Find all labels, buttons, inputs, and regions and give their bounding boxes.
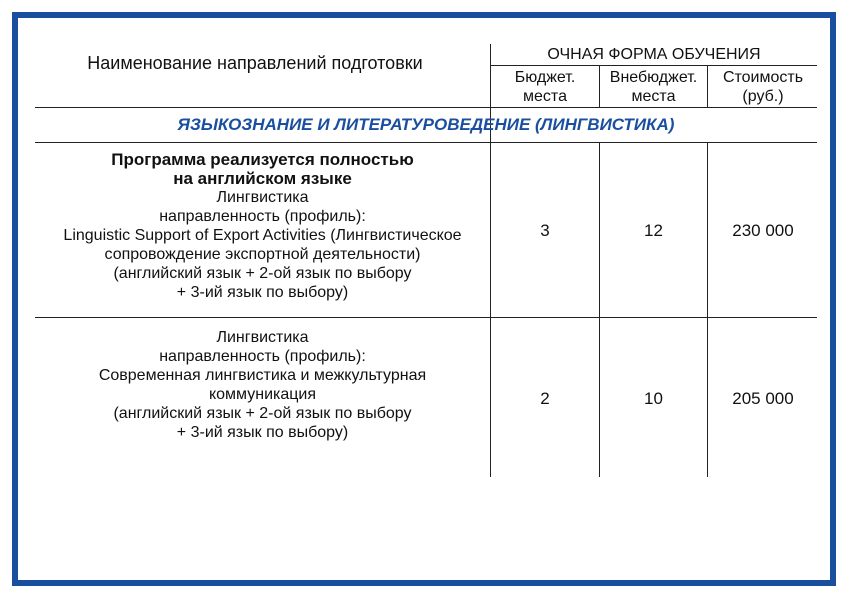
program-line: направленность (профиль): [159,208,366,225]
row-divider [35,317,817,318]
paid-header-line1: Внебюджет. [609,69,698,86]
paid-header-line2: места [631,88,676,105]
program-description [35,150,490,302]
program-line: + 3-ий язык по выбору) [176,424,349,441]
paid-places-value: 10 [644,389,663,408]
program-line: (английский язык + 2-ой язык по выбору [113,265,412,282]
program-line: (английский язык + 2-ой язык по выбору [113,405,412,422]
header-bottom-rule [35,107,817,108]
program-description [35,328,490,442]
column-divider [490,44,491,477]
program-line: Лингвистика [216,189,309,206]
program-line: Linguistic Support of Export Activities (Лингвистическое [63,227,462,244]
paid-places-value: 12 [644,221,663,240]
budget-places-value: 3 [540,221,550,240]
budget-column-header [492,68,598,106]
program-line: направленность (профиль): [159,348,366,365]
cost-header-line1: Стоимость [722,69,804,86]
column-divider [707,142,708,477]
cost-value: 230 000 [732,221,794,240]
header-divider [490,65,817,66]
program-line: коммуникация [208,386,317,403]
cost-value: 205 000 [732,389,794,408]
paid-column-header [600,68,707,106]
section-title: ЯЗЫКОЗНАНИЕ И ЛИТЕРАТУРОВЕДЕНИЕ (ЛИНГВИСТИКА) [177,115,675,134]
study-form-header: ОЧНАЯ ФОРМА ОБУЧЕНИЯ [547,46,761,63]
program-line: сопровождение экспортной деятельности) [104,246,421,263]
budget-header-line1: Бюджет. [514,69,576,86]
direction-column-header: Наименование направлений подготовки [87,53,423,73]
column-divider [599,142,600,477]
program-note: Программа реализуется полностью [111,150,414,169]
section-bottom-rule [35,142,817,143]
program-line: + 3-ий язык по выбору) [176,284,349,301]
column-divider [707,65,708,107]
program-line: Современная лингвистика и межкультурная [98,367,427,384]
cost-header-line2: (руб.) [742,88,784,105]
column-divider [599,65,600,107]
program-line: Лингвистика [216,329,309,346]
budget-header-line2: места [523,88,567,105]
cost-column-header [709,68,817,106]
program-note: на английском языке [173,169,352,188]
budget-places-value: 2 [540,389,550,408]
